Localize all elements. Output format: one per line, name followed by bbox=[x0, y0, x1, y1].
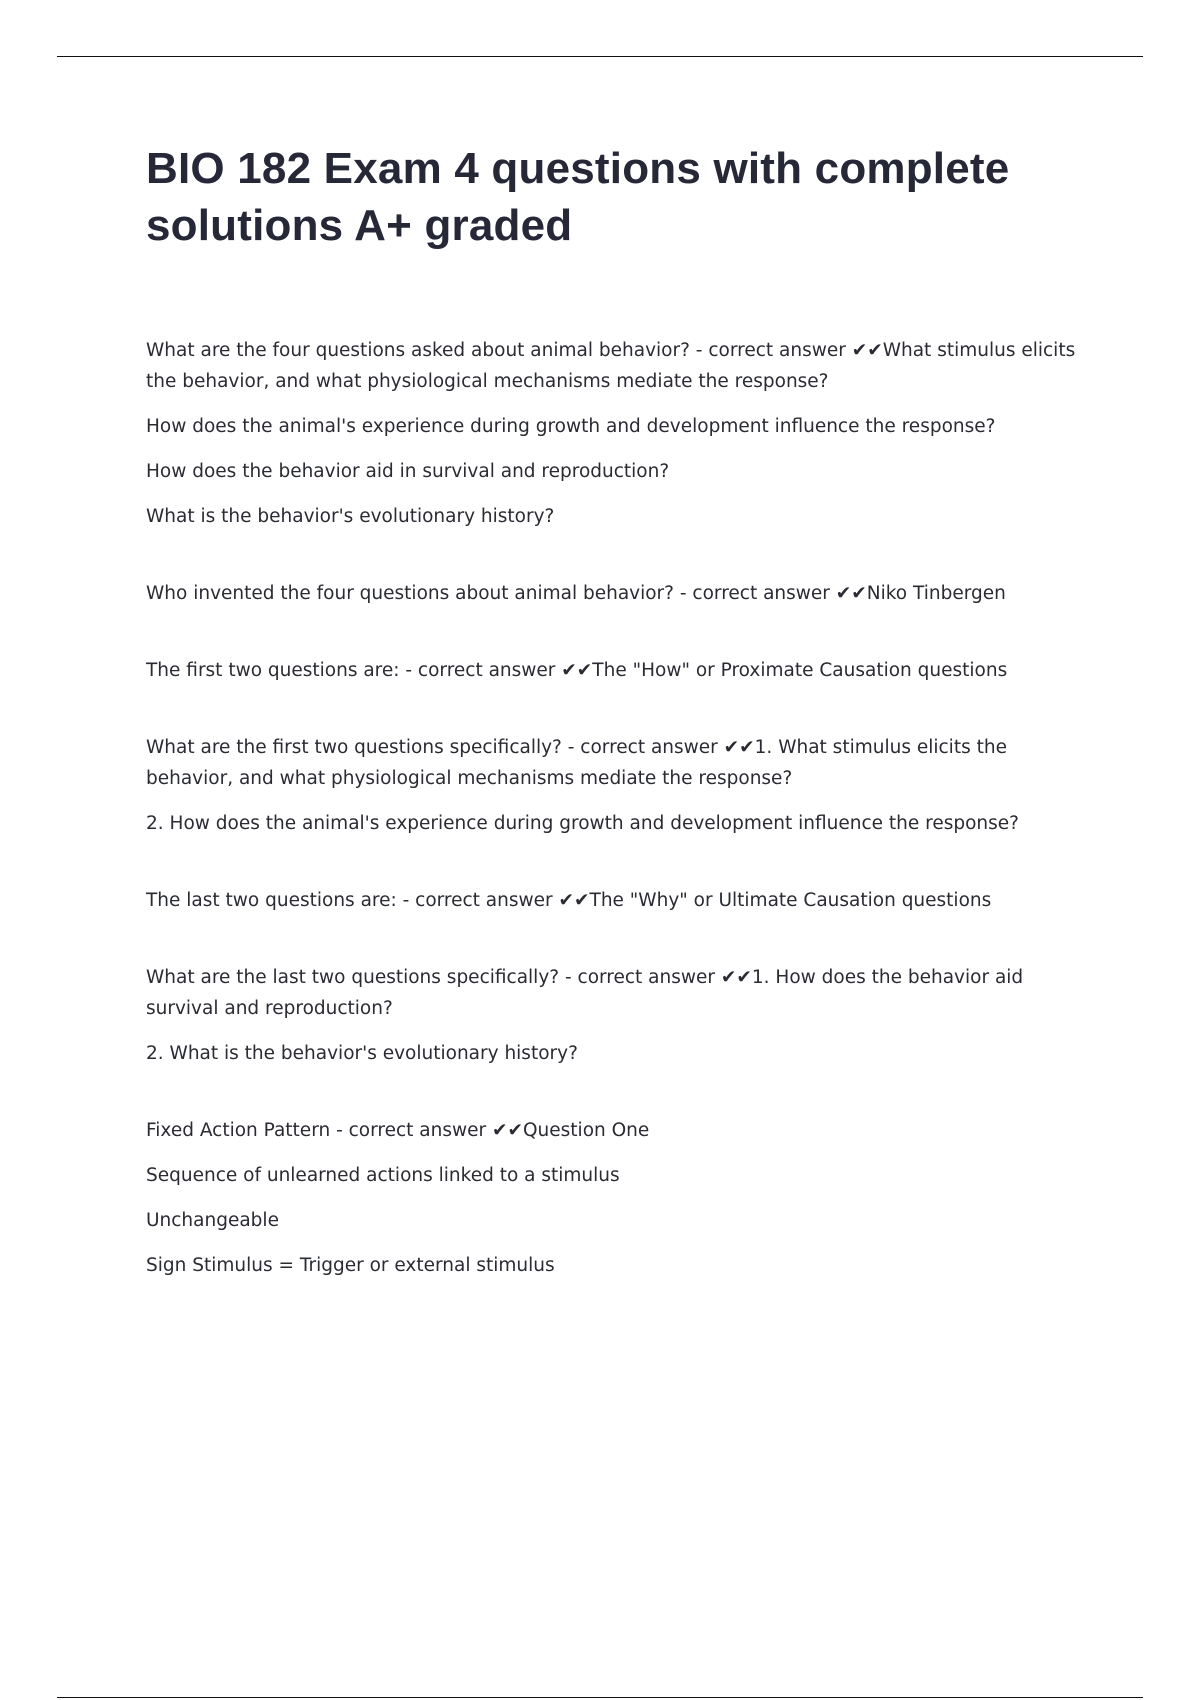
document-title: BIO 182 Exam 4 questions with complete solutions A+ graded bbox=[146, 144, 1010, 250]
header-rule bbox=[57, 56, 1143, 57]
qa-entry-four-questions bbox=[146, 335, 1096, 532]
qa-entry-last-two bbox=[146, 885, 1096, 916]
qa-line: 2. How does the animal's experience during growth and development influence the response? bbox=[146, 813, 1019, 834]
qa-line: 2. What is the behavior's evolutionary history? bbox=[146, 1043, 578, 1064]
qa-line: What are the first two questions specifically? - correct answer ✔✔1. What stimulus elicits the behavior, and what physiological mechanisms mediate the response? bbox=[146, 737, 1007, 789]
qa-line: What are the four questions asked about animal behavior? - correct answer ✔✔What stimulus elicits the behavior, and what physiological mechanisms mediate the response? bbox=[146, 340, 1076, 392]
qa-line: What is the behavior's evolutionary history? bbox=[146, 506, 555, 527]
qa-line: The last two questions are: - correct answer ✔✔The "Why" or Ultimate Causation questions bbox=[146, 890, 992, 911]
footer-rule bbox=[57, 1697, 1143, 1698]
qa-line: How does the behavior aid in survival and reproduction? bbox=[146, 461, 670, 482]
qa-line: The first two questions are: - correct answer ✔✔The "How" or Proximate Causation questions bbox=[146, 660, 1008, 681]
qa-entry-fixed-action-pattern bbox=[146, 1115, 1096, 1281]
qa-line: Sequence of unlearned actions linked to a stimulus bbox=[146, 1165, 620, 1186]
qa-line: What are the last two questions specifically? - correct answer ✔✔1. How does the behavior aid survival and reproduction? bbox=[146, 967, 1024, 1019]
qa-line: Fixed Action Pattern - correct answer ✔✔Question One bbox=[146, 1120, 650, 1141]
qa-line: Unchangeable bbox=[146, 1210, 279, 1231]
qa-entry-first-two bbox=[146, 655, 1096, 686]
qa-entry-first-two-specific bbox=[146, 732, 1096, 839]
qa-line: How does the animal's experience during growth and development influence the response? bbox=[146, 416, 996, 437]
document-body bbox=[146, 140, 1096, 1327]
qa-line: Sign Stimulus = Trigger or external stimulus bbox=[146, 1255, 555, 1276]
qa-line: Who invented the four questions about animal behavior? - correct answer ✔✔Niko Tinbergen bbox=[146, 583, 1006, 604]
qa-entry-inventor bbox=[146, 578, 1096, 609]
qa-entry-last-two-specific bbox=[146, 962, 1096, 1069]
